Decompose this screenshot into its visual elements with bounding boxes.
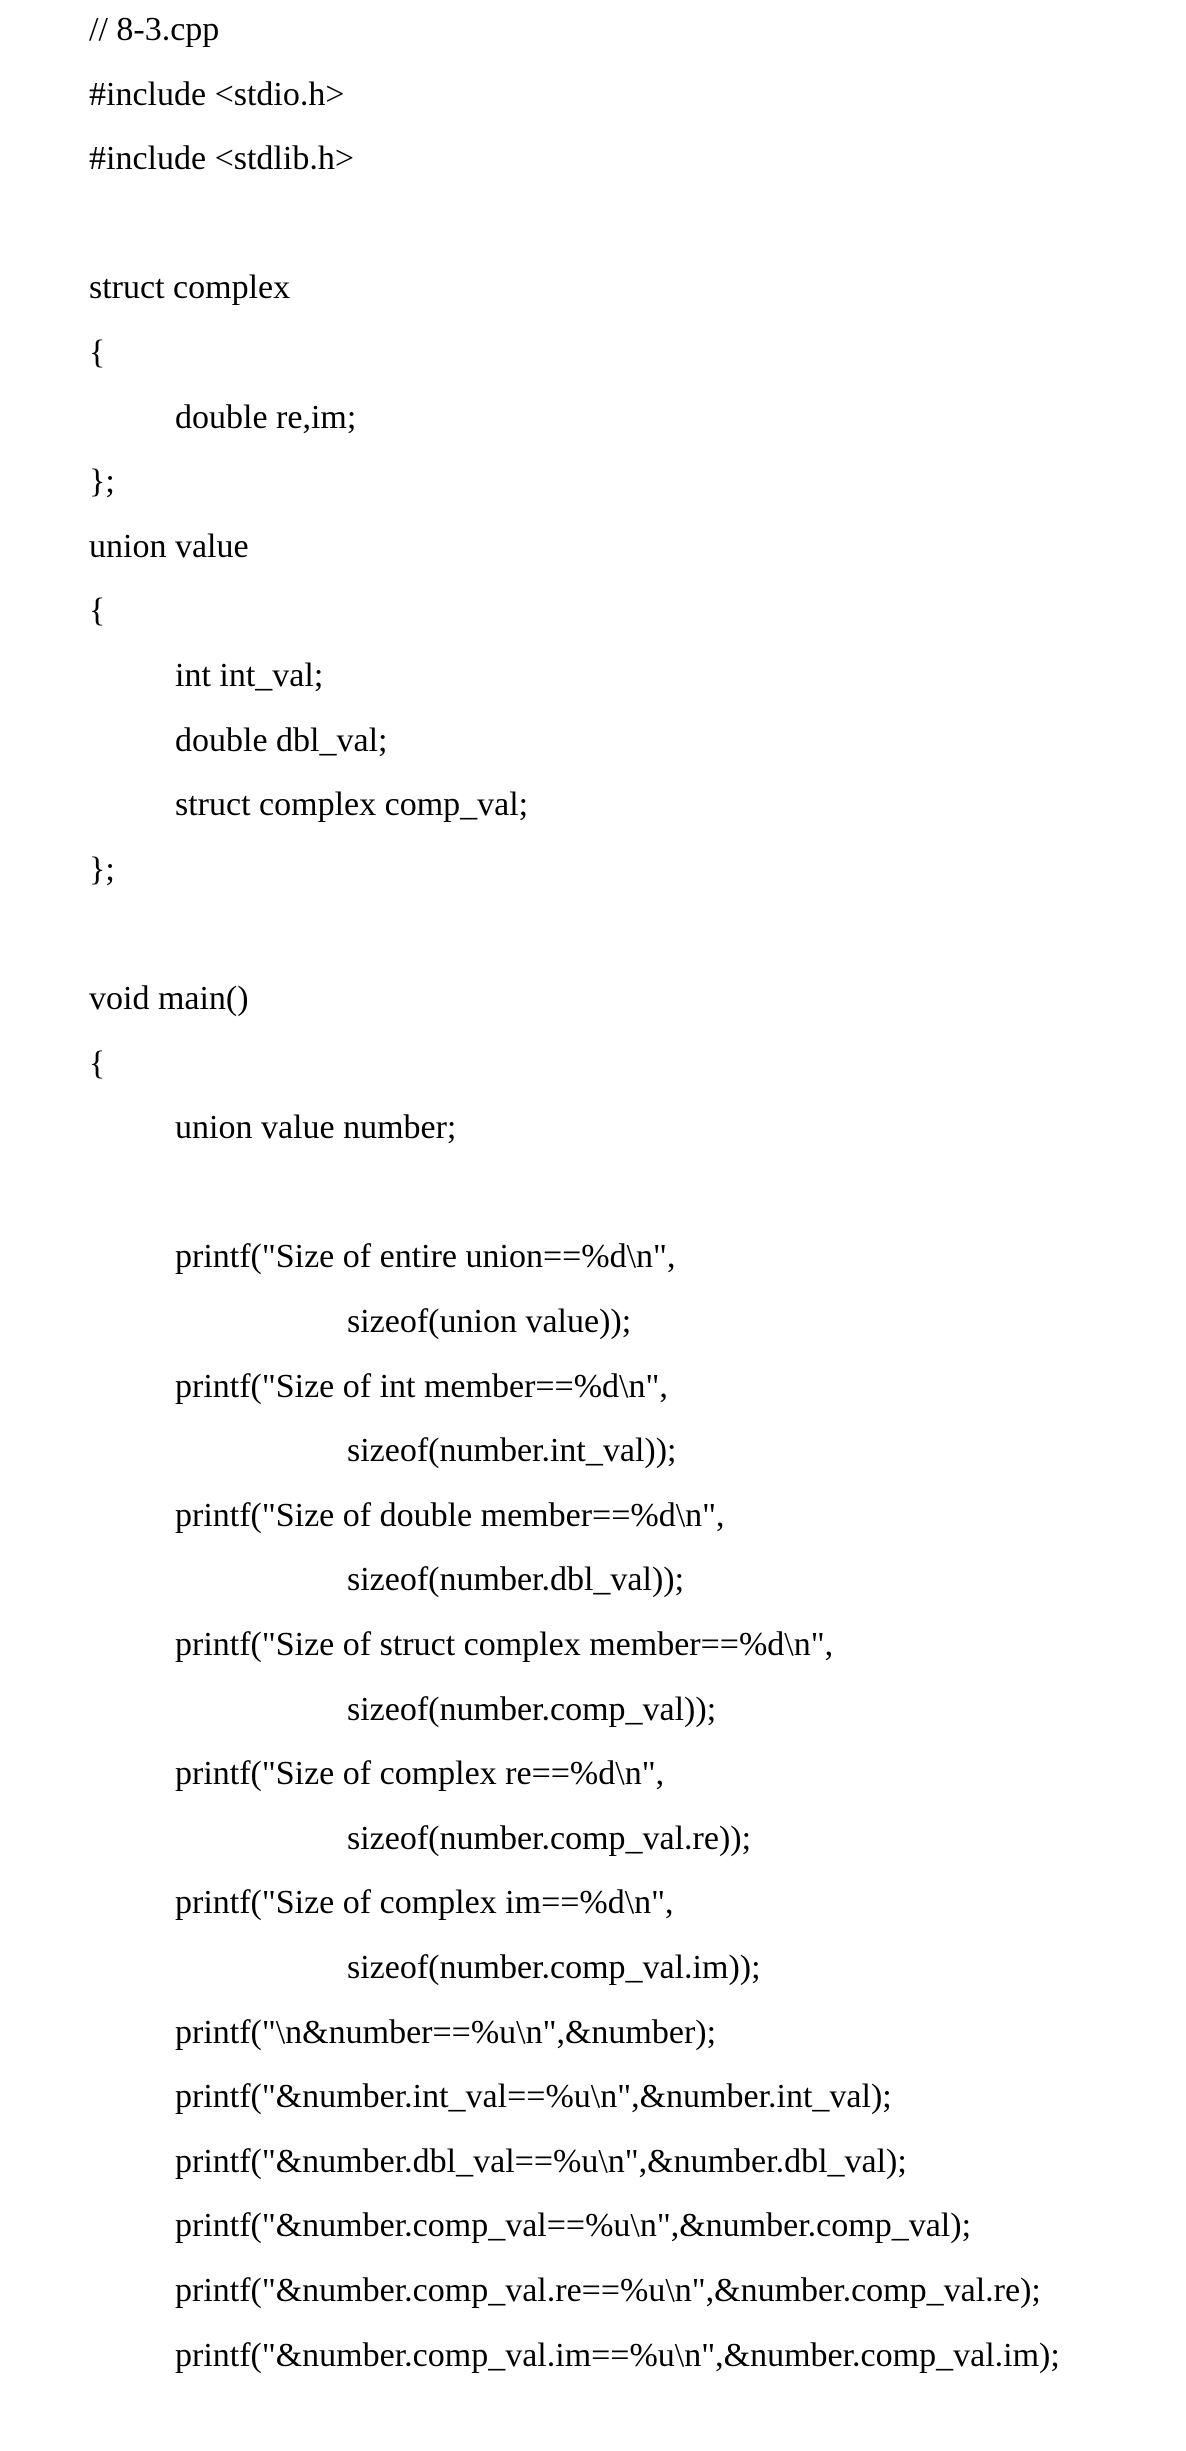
code-line: printf("Size of struct complex member==%d\n", xyxy=(175,1626,834,1663)
code-line xyxy=(0,1161,89,1225)
code-line: // 8-3.cpp xyxy=(89,11,220,48)
code-line: union value number; xyxy=(175,1109,457,1147)
code-line: struct complex comp_val; xyxy=(175,786,529,824)
code-line: sizeof(number.dbl_val)); xyxy=(347,1561,685,1599)
code-line: int int_val; xyxy=(175,657,324,694)
code-line: printf("Size of entire union==%d\n", xyxy=(175,1238,676,1276)
code-line: sizeof(union value)); xyxy=(347,1303,632,1340)
code-line: printf("&number.dbl_val==%u\n",&number.dbl_val); xyxy=(175,2142,907,2180)
code-line: union value xyxy=(89,527,249,565)
code-line: double dbl_val; xyxy=(175,721,388,759)
code-line: { xyxy=(89,334,106,371)
code-line: #include <stdlib.h> xyxy=(89,140,354,178)
code-line: #include <stdio.h> xyxy=(89,75,345,113)
code-line: double re,im; xyxy=(175,398,357,436)
code-line: printf("Size of int member==%d\n", xyxy=(175,1367,668,1405)
code-line: printf("&number.comp_val.re==%u\n",&number.comp_val.re); xyxy=(175,2272,1041,2309)
code-line: { xyxy=(89,592,106,630)
code-line: printf("Size of complex re==%d\n", xyxy=(175,1755,665,1793)
code-line: printf("Size of complex im==%d\n", xyxy=(175,1884,674,1922)
code-line: printf("Size of double member==%d\n", xyxy=(175,1496,725,1534)
code-line: }; xyxy=(89,850,115,888)
code-line: printf("\n&number==%u\n",&number); xyxy=(175,2013,717,2051)
code-line xyxy=(0,902,89,966)
code-line: sizeof(number.comp_val.re)); xyxy=(347,1819,752,1857)
code-line: }; xyxy=(89,463,115,501)
code-line: void main() xyxy=(89,980,249,1017)
code-line: printf("&number.int_val==%u\n",&number.int_val); xyxy=(175,2078,892,2116)
code-line: { xyxy=(89,1044,106,1082)
code-line: sizeof(number.comp_val.im)); xyxy=(347,1949,761,1986)
code-line: printf("&number.comp_val.im==%u\n",&number.comp_val.im); xyxy=(175,2336,1060,2374)
code-line: sizeof(number.comp_val)); xyxy=(347,1690,717,1728)
code-line xyxy=(0,192,89,256)
code-line: struct complex xyxy=(89,269,291,307)
code-line: sizeof(number.int_val)); xyxy=(347,1432,677,1470)
code-line: printf("&number.comp_val==%u\n",&number.comp_val); xyxy=(175,2207,972,2245)
